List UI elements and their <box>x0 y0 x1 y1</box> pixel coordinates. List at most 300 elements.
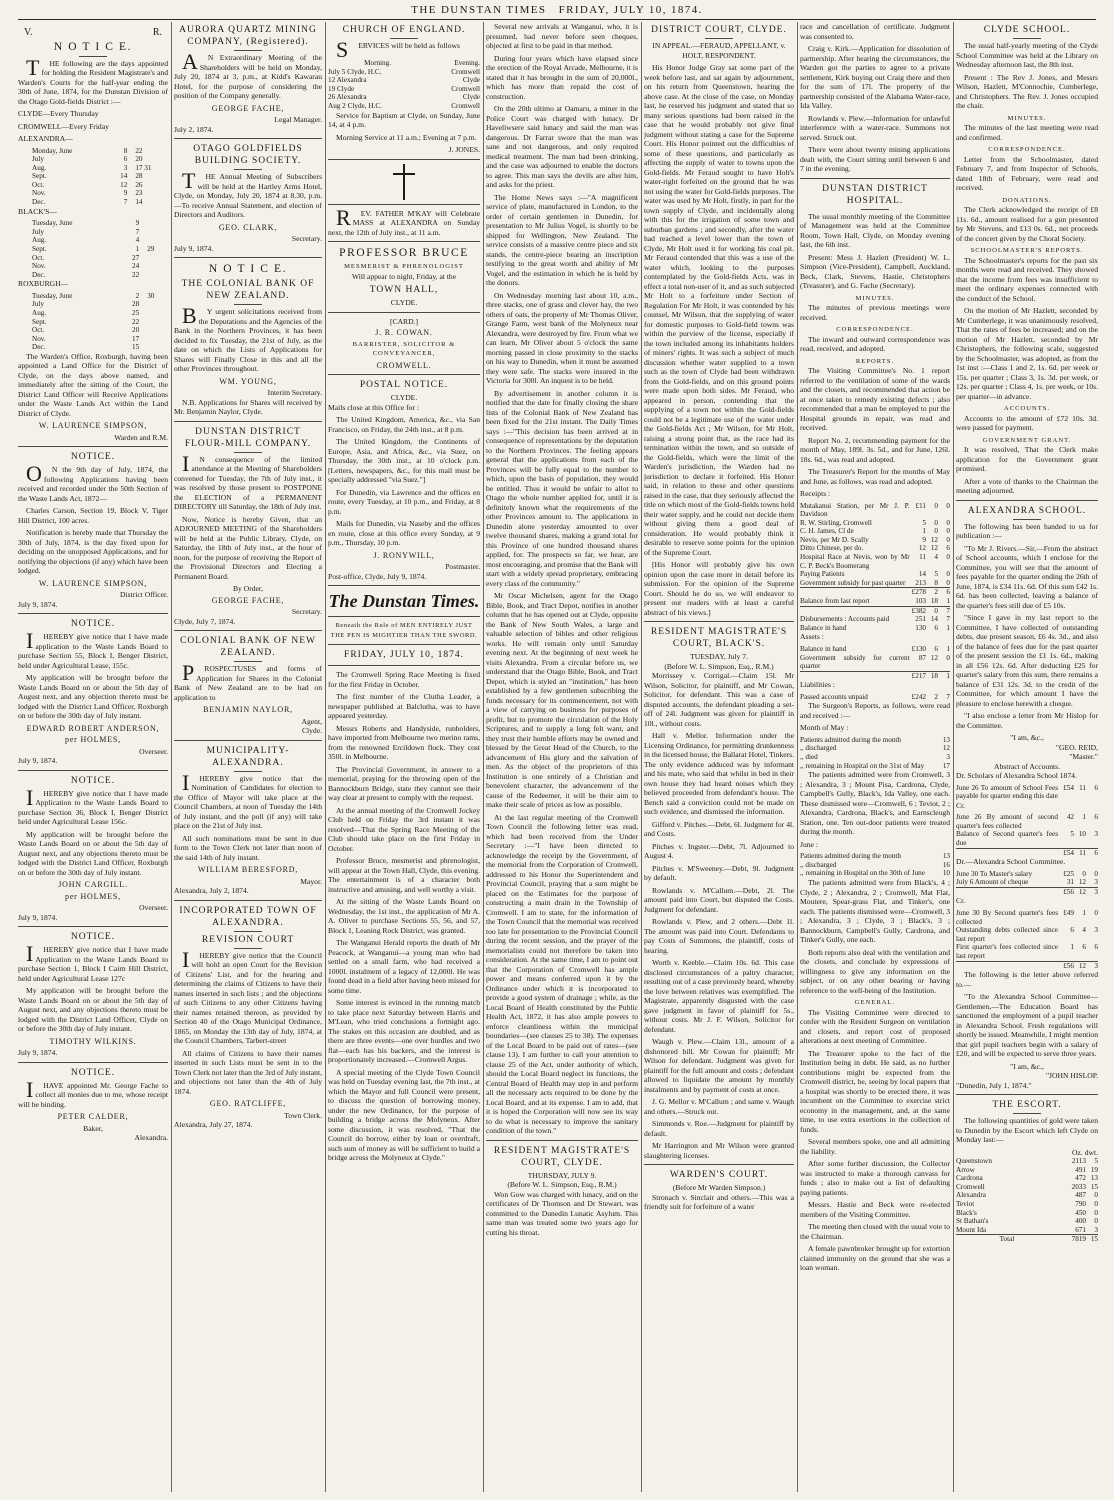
schedule-day: 12 <box>120 180 128 189</box>
cr2-table <box>956 909 1098 970</box>
schedule-row <box>18 198 168 207</box>
postal-intro: Mails close at this Office for : <box>328 402 419 412</box>
amount-shillings: 4 <box>934 553 938 562</box>
hospital-item: After some further discussion, the Collector was instructed to make a thorough canvass for funds ; also to make out a list of defaulting paying patients. <box>800 1159 950 1197</box>
school-item: On the motion of Mr Hazlett, seconded by Mr Cumberlege, it was unanimously resolved, That the rates of fees be increased; and on the motion of Mr Hazlett, seconded by Mr Christophers, the following scale, suggested by the Schoolmaster, was adopted, as from the 1st inst :—Class 1 and 2, 1s. 6d. per week or 15s. per quarter ; Class 3, 1s. 3d. per week, or 12s. per quarter ; Class 4, 1s. per week, or 10s. per quarter—in advance. <box>956 306 1098 401</box>
dc-body-2: [His Honor will probably give his own opinion upon the case more in detail before its submission. For the opinion of the Supreme Court. Should he do so, we will endeavor to present our readers with at least a careful abstract of his views.] <box>644 560 794 617</box>
notice-date: Alexandra, July 2, 1874. <box>174 886 249 895</box>
notice-body: IHEREBY give notice that I have made Application to the Waste Lands Board to purchase Section 36, Block I, Benger District held under Agricultural Lease 156c. <box>18 784 168 827</box>
row-count: 3 <box>946 753 950 762</box>
amount-dwt: 3 <box>1094 1225 1098 1234</box>
schedule-row <box>18 343 168 352</box>
count-row <box>800 869 950 878</box>
divider <box>328 241 480 242</box>
schedule-month: Monday, June <box>32 146 73 155</box>
abstract-sub: Dr. Scholars of Alexandra School 1874. <box>956 771 1077 780</box>
news-item: During four years which have elapsed since the erection of the Royal Arcade, Melbourne, it is stated that it has brought in the sum of 20,000l., which has more than repaid the cost of construction. <box>486 53 638 101</box>
schedule-day: 15 <box>132 343 140 352</box>
hospital-item: The Treasurer spoke to the fact of the Institution being in debt. He said, as no further contributions might be expected from the Cromwell district, he, seeing by local papers that a hospital was shortly to be erected there, it was incumbent on the Committee to exercise strict economy in the management, and, at the same time, to use extra exertions in the collection of funds. <box>800 1048 950 1134</box>
alexandra-school-heading: ALEXANDRA SCHOOL. <box>967 505 1087 516</box>
cromwell-court-day: CROMWELL—Every Friday <box>18 121 109 131</box>
divider <box>234 948 262 949</box>
subhead: CORRESPONDENCE. <box>988 146 1066 153</box>
count-row <box>800 753 950 762</box>
liabilities-heading: Liabilities : <box>800 680 835 690</box>
divider <box>174 630 322 631</box>
schedule-day <box>139 326 168 335</box>
divider <box>328 374 480 375</box>
divider <box>174 138 322 139</box>
schedule-month: Oct. <box>32 180 45 189</box>
account-row <box>800 527 950 536</box>
church-row <box>328 93 480 102</box>
notice-body: Notification is hereby made that Thursday the 30th of July, 1874, is the day fixed upon for deciding on the unopposed Applications, and for notifying the objections (if any) which have been lodged. <box>18 528 168 576</box>
card-place: CROMWELL. <box>376 360 432 370</box>
hospital-item: Both reports also deal with the ventilation and the closets, and conclude by expressions of willingness to give any information on the subject, or on any other bearing or having reference to the well-being of the Institution. <box>800 947 950 995</box>
june-heading: June : <box>800 839 818 849</box>
schedule-day <box>139 254 168 263</box>
amount-pence: 6 <box>1094 848 1098 857</box>
escort-row <box>956 1200 1098 1209</box>
case-item: Stronach v. Sinclair and others.—This was a friendly suit for forfeiture of a water <box>644 1192 794 1211</box>
court-days-intro: THE following are the days appointed for holding the Resident Magistrate's and Warden's Courts for the half-year ending the 30th of June, 1874, for the Dunstan Division of the Otago Gold-fields District :— <box>18 54 168 106</box>
amount-oz: 491 <box>1075 1165 1086 1174</box>
notice-date: July 9, 1874. <box>18 912 58 922</box>
divider <box>644 1164 794 1165</box>
escort-row <box>956 1166 1098 1175</box>
case-item: Rowlands v. M'Callum.—Debt, 2l. The amount paid into Court, but disputed the Costs. Judgment for defendant. <box>644 885 794 914</box>
june-table <box>800 852 950 878</box>
revision-body-2: All claims of Citizens to have their names inserted in such Lists must be sent in to the Town Clerk not later than the 3rd of July instant, and objections not later than the 4th of July 1874. <box>174 1048 322 1096</box>
notice-heading: NOTICE. <box>70 932 116 943</box>
amount-pence: 0 <box>946 653 950 662</box>
amount-shillings: 12 <box>1078 878 1086 887</box>
column-2 <box>174 22 322 1492</box>
amount-shillings: 12 <box>930 653 938 662</box>
news-item: By advertisement in another column it is notified that the date for finally closing the share lists of the Colonial Bank of New Zealand has been fixed for the 21st instant. The Daily Times says :—"This decision has been arrived at in consequence of representations by the deputation to the Northern Provinces. The feeling appears general that the applications from each of the Provinces will be fully equal to the number to which, upon the basis of population, they would be entitled. Thus it would be unfair to allot to Otago the whole number applied for, until it is definitely known what the requirements of the other Provinces amount to. The applications in Dunedin alone yesterday amounted to over twelve thousand shares, making a grand total for this Province of one hundred thousand shares applied, for. The prospects so far, we hear, are most encouraging, and promise that the Bank will start with a widely spread proprietary, embracing every class of the community." <box>486 388 638 588</box>
amount-shillings: 18 <box>930 671 938 680</box>
by-order: By Order, <box>232 584 264 593</box>
row-label: June 30 By Second quarter's fees collected <box>956 908 1058 926</box>
column-1 <box>18 22 168 1492</box>
amount-pence: 7 <box>946 692 950 701</box>
count-row <box>800 861 950 870</box>
case-item: Simmonds v. Roe.—Judgment for plaintiff by default. <box>644 1119 794 1138</box>
amount-pence: 6 <box>1094 813 1098 822</box>
divider <box>486 1140 638 1141</box>
dr-table <box>956 784 1098 801</box>
schedule-row <box>18 300 168 309</box>
escort-heading: THE ESCORT. <box>992 1100 1062 1111</box>
news-item: Messrs Roberts and Handyside, runholders, have imported from Melbourne two merino rams, from the renowned Ercildown flock. They cost 350l. in Melbourne. <box>328 723 480 762</box>
schedule-day: 14 <box>120 172 128 181</box>
card-name: J. R. COWAN. <box>375 328 433 338</box>
account-row <box>956 870 1098 879</box>
escort-total <box>956 1235 1098 1244</box>
amount-pence: 0 <box>1094 908 1098 917</box>
schedule-day: 22 <box>132 270 140 279</box>
news-item: A special meeting of the Clyde Town Council was held on Tuesday evening last, the 7th inst., at which the Mayor and full Council were present, to discuss the question of borrowing money, under the new Ordinance, for the purpose of building a bridge across the Molyneux. After some discussion, it was resolved, "That the Council do borrow, either by loan or overdraft, such sum of money as will be sufficient to build a bridge across the Molyneux at Clyde." <box>328 1067 480 1163</box>
divider <box>234 304 262 305</box>
divider <box>328 616 480 617</box>
schedule-month: Tuesday, June <box>32 291 73 300</box>
schedule-row <box>18 181 168 190</box>
school-item: Present : The Rev J. Jones, and Messrs Wilson, Hazlett, M'Connochie, Cumberlege, and Christophers. The Rev. J. Jones occupied the chair. <box>956 72 1098 110</box>
assets-table <box>800 645 950 680</box>
row-label: Queenstown <box>956 1157 992 1166</box>
amount-oz: 450 <box>1075 1208 1086 1217</box>
disbursements <box>800 615 950 624</box>
row-label: Government subsidy for past quarter <box>800 578 906 587</box>
amount-pounds: 5 <box>1070 830 1074 839</box>
account-row <box>800 570 950 579</box>
divider <box>174 257 322 258</box>
case-item: race and cancellation of certificate. Judgment was consented to. <box>800 22 950 41</box>
letter-closing: "I am, &c., <box>1010 733 1044 742</box>
hospital-item: The Treasurer's Report for the months of May and June, as follows, was read and adopted. <box>800 467 950 486</box>
schedule-day: 28 <box>132 300 140 309</box>
roxburgh-heading: ROXBURGH— <box>18 279 69 289</box>
row-label: Patients admitted during the month <box>800 735 902 744</box>
news-item: The Provincial Government, in answer to a memorial, praying for the throwing open of the Bannockburn Bridge, state they cannot see their way clear at present to comply with the request. <box>328 764 480 803</box>
colonial-heading: COLONIAL BANK OF NEW ZEALAND. <box>179 636 316 658</box>
amount-pounds: 103 <box>915 597 926 606</box>
amount-pounds: £278 <box>911 588 926 597</box>
notice-body: My application will be brought before the Waste Lands Board on or about the 5th day of August next, and any objections thereto must be lodged with the District Land Officer, Clyde on or before the 30th day of July instant. <box>18 986 168 1034</box>
bruce-place: CLYDE. <box>390 298 418 308</box>
column-7 <box>956 22 1098 1492</box>
dr2-total <box>956 887 1098 896</box>
bank-nb: N.B. Applications for Shares will received by Mr. Benjamin Naylor, Clyde. <box>174 397 322 416</box>
escort-row <box>956 1157 1098 1166</box>
schedule-day: 8 <box>123 146 128 155</box>
postal-item: The United Kingdom, the Continents of Europe, Asia, and Africa, &c., via Suez, on Thursday, the 30th inst., at 10 o'clock p.m. [Letters, newspapers, &c., for this mail must be specially addressed "via Suez."] <box>328 437 480 485</box>
row-label: ,, remaining in Hospital on the 30th of June <box>800 869 925 878</box>
account-row <box>800 654 950 672</box>
aurora-body: AN Extraordinary Meeting of the Shareholders will be held on Monday, July 20, 1874 at 3, p.m., at Kidd's Kawarau Hotel, for the purpose of considering the position of the Company generally. <box>174 49 322 100</box>
notice-heading: N O T I C E. <box>53 40 133 53</box>
amount-dwt: 15 <box>1090 1182 1098 1191</box>
school-item: "Since I gave in my last report to the Committee, I have collected of outstanding debts, due present season, £6 4s. 3d., and also of the balance of fees due for the past quarter of the present session the £1 1s. 6d., making in all £56 12s. 6d. After deducting £25 for quarter's salary from this sum, there remains a balance of £31 12s. 3d. to the credit of the Committee, for which amount I have the pleasure to enclose herewith a cheque. <box>956 613 1098 708</box>
row-count: 16 <box>942 860 950 869</box>
church-row <box>328 102 480 111</box>
amount-shillings: 0 <box>934 527 938 536</box>
divider <box>234 452 262 453</box>
schedule-month: July <box>32 300 44 309</box>
church-intro: SERVICES will be held as follows <box>336 37 460 62</box>
schedule-month: July <box>32 227 44 236</box>
divider <box>390 38 418 39</box>
may-table <box>800 736 950 770</box>
schedule-day <box>139 335 168 344</box>
running-head-date: FRIDAY, JULY 10, 1874. <box>558 4 703 16</box>
church-evening: Cromwell <box>451 67 480 76</box>
amount-pounds: £49 <box>1063 908 1074 917</box>
agent: HOLMES, <box>80 891 121 901</box>
school-item: "To Mr J. Rivers.—Sir,—From the abstract of School accounts, which I enclose for the Committee, you will see that the amount of fees payable for the quarter ending the 26th of June, 1874, is £34 11s. 6d. Of this sum £42 1s. 6d. has been collected, leaving a balance of the quarter's fees still due of £5 10s. <box>956 543 1098 610</box>
bruce-body: Will appear to night, Friday, at the <box>351 271 457 281</box>
row-label: Paying Patients <box>800 570 845 579</box>
account-row <box>956 943 1098 961</box>
church-row <box>328 76 480 85</box>
hospital-item: The inward and outward correspondence was read, received, and adopted. <box>800 334 950 353</box>
signature-agent <box>18 892 168 902</box>
count-row <box>800 762 950 771</box>
school-item: The following is the letter above referred to.— <box>956 970 1098 989</box>
amount-shillings: 6 <box>934 644 938 653</box>
escort-row <box>956 1183 1098 1192</box>
amount-pence: 0 <box>946 535 950 544</box>
cr-heading: Cr. <box>956 800 966 810</box>
schedule-day: 4 <box>135 236 140 245</box>
row-label: Cardrona <box>956 1174 983 1183</box>
schedule-row <box>18 335 168 344</box>
signature: J. RONYWILL, <box>373 550 435 560</box>
schedule-month: Aug. <box>32 309 47 317</box>
otago-heading: OTAGO GOLDFIELDS BUILDING SOCIETY. <box>193 144 303 166</box>
notice-heading: NOTICE. <box>70 775 116 786</box>
schedule-day: 3 <box>123 163 128 172</box>
colonial-body: PROSPECTUSES and forms of Application for Shares in the Colonial Bank of New Zealand are to be had on application to <box>174 660 322 702</box>
assets-heading: Assets : <box>800 632 824 642</box>
schedule-row <box>18 228 168 237</box>
schedule-day: 14 <box>135 198 143 207</box>
notice-date: Clyde, July 7, 1874. <box>174 616 236 626</box>
postal-item: Mails for Dunedin, via Naseby and the offices en route, close at this office every Sunday, at 9 p.m., Thursday, 10 p.m. <box>328 519 480 548</box>
row-label: Balance in hand <box>800 623 847 632</box>
row-label: Black's <box>956 1208 977 1217</box>
flour-body-2: Now, Notice is hereby Given, that an ADJOURNED MEETING of the Shareholders will be held at the Public Library, Clyde, on Saturday, the 18th of July inst., at the hour of noon, for the purpose of receiving the Report of the Provisional Directors and Electing a Permanent Board. <box>174 514 322 581</box>
signature-title: Interim Secretary. <box>267 388 322 397</box>
escort-row <box>956 1226 1098 1235</box>
divider <box>1013 1113 1041 1114</box>
row-label: Outstanding debts collected since last report <box>956 926 1058 943</box>
schedule-day: 17 31 <box>135 163 152 172</box>
row-label: Arrow <box>956 1165 975 1174</box>
hospital-item: The Visiting Committee's No. 1 report referred to the ventilation of some of the wards and the closets, and recommended that action be at once taken to remedy existing defects ; also recommended that a man be employed to put the Hospital grounds in repair, was read and received. <box>800 366 950 432</box>
signature: "JOHN HISLOP. <box>1045 1071 1098 1081</box>
row-label: Nevis, per Mr D. Scally <box>800 535 869 544</box>
row-label: R. W. Stirling, Cromwell <box>800 518 872 527</box>
account-row <box>956 878 1098 887</box>
aurora-heading: AURORA QUARTZ MINING COMPANY, (Registered). <box>179 25 317 47</box>
row-label: July 6 Amount of cheque <box>956 878 1029 887</box>
row-label: Government subsidy for current quarter <box>800 653 910 671</box>
count-row <box>800 736 950 745</box>
row-label: Mutakanui Station, per Mr J. P. Davidson <box>800 501 910 519</box>
divider <box>18 446 168 447</box>
schedule-row <box>18 189 168 198</box>
amount-shillings: 14 <box>930 615 938 624</box>
schedule-month: Dec. <box>32 198 46 207</box>
signature: BENJAMIN NAYLOR, <box>203 705 293 714</box>
case-item: Pitches v. Ingster.—Debt, 7l. Adjourned to August 4. <box>644 841 794 860</box>
schedule-day <box>139 262 168 271</box>
amount-oz: 400 <box>1075 1217 1086 1226</box>
church-heading: CHURCH OF ENGLAND. <box>342 25 466 35</box>
receipts-table <box>800 502 950 633</box>
account-row <box>956 813 1098 830</box>
land-office-notice: The Warden's Office, Roxburgh, having been appointed a Land Office for the District of Clyde, on the days above named, and immediately after the sitting of the Court, the District Land Officer will Receive Applications under the Waste Lands Act within the Land District of Clyde. <box>18 351 168 418</box>
row-label: Passed accounts unpaid <box>800 692 868 701</box>
row-label: Disbursements : Accounts paid <box>800 615 890 624</box>
amount-pounds: £56 <box>1063 887 1074 896</box>
divider <box>174 740 322 741</box>
account-row <box>800 553 950 570</box>
amount-pounds: 9 <box>922 535 926 544</box>
row-label: ,, discharged <box>800 744 837 753</box>
amount-shillings: 12 <box>1078 887 1086 896</box>
church-col-evening: Evening. <box>454 59 480 67</box>
amount-pounds: 1 <box>1070 943 1074 952</box>
amount-pounds: 130 <box>915 623 926 632</box>
hospital-item: The usual monthly meeting of the Committee of Management was held at the Committee Room, Town Hall, Clyde, on Monday evening last, the 6th inst. <box>800 211 950 249</box>
row-label: C. H. James, Cl de <box>800 527 854 536</box>
news-item: Professor Bruce, mesmerist and phrenologist, will appear at the Town Hall, Clyde, this evening. The entertainment is of a character both instructive and amusing, and well worthy a visit. <box>328 856 480 894</box>
amount-shillings: 0 <box>934 501 938 510</box>
schedule-day <box>139 219 168 228</box>
amount-pence: 6 <box>1094 943 1098 952</box>
account-row <box>800 536 950 545</box>
mass-notice: REV. FATHER M'KAY will Celebrate MASS at ALEXANDRA on Sunday next, the 12th of July inst., at 11 a.m. <box>328 204 480 237</box>
schedule-row <box>18 245 168 254</box>
escort-row <box>956 1174 1098 1183</box>
schedule-row <box>18 271 168 280</box>
schedule-row <box>18 292 168 301</box>
amount-pounds: £25 <box>1063 869 1074 878</box>
church-morning: 12 Alexandra <box>328 76 367 85</box>
schedule-row <box>18 164 168 173</box>
escort-intro: The following quantities of gold were taken to Dunedin by the Escort which left Clyde on Monday last:— <box>956 1116 1098 1145</box>
amount-pence: 6 <box>1094 783 1098 792</box>
column-rule <box>953 22 954 1492</box>
amount-pounds: 6 <box>1070 926 1074 935</box>
divider <box>18 1062 168 1063</box>
agent: HOLMES, <box>80 735 121 745</box>
schedule-day: 1 <box>135 244 140 253</box>
subhead: DONATIONS. <box>1002 196 1052 204</box>
schedule-row <box>18 172 168 181</box>
signature: W. LAURENCE SIMPSON, <box>38 578 148 588</box>
balance-last <box>800 597 950 606</box>
row-label: June 30 To Master's salary <box>956 869 1033 878</box>
blacks-court-date: TUESDAY, July 7. <box>690 652 748 661</box>
escort-table <box>956 1157 1098 1244</box>
count-row <box>800 852 950 861</box>
school-item: The Schoolmaster's reports for the past six months were read and received. They showed that the income from fees was insufficient to meet the ordinary expenses connected with the conduct of the School. <box>956 255 1098 303</box>
royal-v: V. <box>24 27 33 38</box>
escort-row <box>956 1217 1098 1226</box>
schedule-day: 20 <box>135 155 143 164</box>
signature: GEORGE FACHE, <box>211 103 285 113</box>
amount-pence: 1 <box>946 671 950 680</box>
cr-total <box>956 848 1098 857</box>
news-item: The first number of the Clutha Leader, a newspaper published at Balclutha, was to have appeared yesterday. <box>328 692 480 721</box>
schedule-month: Nov. <box>32 189 46 198</box>
amount-oz: 2033 <box>1071 1182 1086 1191</box>
signature-title: Secretary. <box>291 234 322 243</box>
bruce-subtitle: MESMERIST & PHRENOLOGIST <box>344 263 464 271</box>
church-col-morning: Morning. <box>364 59 392 67</box>
schedule-month: Tuesday, June <box>32 219 73 228</box>
column-rule <box>641 22 642 1492</box>
row-label: Cromwell <box>956 1182 985 1191</box>
amount-pence: 3 <box>1094 878 1098 887</box>
signature-title: "Master." <box>1069 752 1098 761</box>
subhead: REPORTS. <box>855 357 895 365</box>
hospital-heading: DUNSTAN DISTRICT HOSPITAL. <box>822 183 928 206</box>
schedule-day <box>139 236 168 245</box>
church-morning: 26 Alexandra <box>328 93 367 102</box>
school-item: It was resolved, That the Clerk make application for the Government grant promised. <box>956 445 1098 473</box>
schedule-day: 27 <box>132 253 140 262</box>
alexandra-heading: ALEXANDRA— <box>18 134 73 143</box>
notice-heading: NOTICE. <box>70 1067 116 1078</box>
row-label: Teviot <box>956 1200 975 1209</box>
schedule-day: 22 <box>135 146 143 155</box>
divider <box>328 585 480 586</box>
cr2-total <box>956 961 1098 970</box>
signature: GEO. RATCLIFFE, <box>209 1099 287 1108</box>
school-item: The Clerk acknowledged the receipt of £8 11s. 6d., amount realised for a gun presented by Mr Stevens, and £13 0s. 6d., net proceeds of the concert given by the Choral Society. <box>956 205 1098 243</box>
amount-pence: 1 <box>946 597 950 606</box>
amount-pence: 1 <box>946 644 950 653</box>
postal-place: CLYDE. <box>390 393 418 403</box>
amount-shillings: 1 <box>1082 813 1086 822</box>
postal-item: For Dunedin, via Lawrence and the offices en route, every Tuesday, at 10 p.m., and Friday, at 8 p.m. <box>328 487 480 516</box>
news-item: A female pawnbroker brought up for extortion claimed immunity on the ground that she was a loan woman. <box>800 1244 950 1273</box>
notice-date: July 9, 1874. <box>174 243 214 253</box>
case-item: Rowlands v. Plew, and 2 others.—Debt 1l. The amount was paid into Court. Defendants to pay Costs of Summons, the plaintiff, costs of hearing. <box>644 917 794 955</box>
subhead: SCHOOLMASTER'S REPORTS. <box>970 247 1084 254</box>
schedule-month: Sept. <box>32 244 47 253</box>
schedule-day: 17 <box>132 334 140 343</box>
issue-date: FRIDAY, JULY 10, 1874. <box>344 650 464 661</box>
amount-oz: 472 <box>1075 1174 1086 1183</box>
divider <box>18 613 168 614</box>
row-count: 13 <box>942 852 950 861</box>
clyde-school-heading: CLYDE SCHOOL. <box>983 25 1071 35</box>
notice-date: July 9, 1874. <box>18 1048 58 1058</box>
row-label: Alexandra <box>956 1191 986 1200</box>
account-row <box>800 579 950 588</box>
muni-body-2: All such nominations must be sent in due form to the Town Clerk not later than noon of the said 14th of July instant. <box>174 833 322 862</box>
amount-shillings: 18 <box>930 597 938 606</box>
schedule-day: 7 <box>123 198 128 207</box>
signature: GEO. CLARK, <box>218 222 278 232</box>
schedule-row <box>18 318 168 327</box>
row-count: 13 <box>942 735 950 744</box>
divider <box>234 931 262 932</box>
signature: GEORGE FACHE, <box>211 595 285 605</box>
amount-shillings: 8 <box>934 578 938 587</box>
signature: PETER CALDER, <box>57 1112 129 1122</box>
revision-body: IHEREBY give notice that the Council will hold an open Court for the Revision of Citizens' List, and for the hearing and determining the claims of Citizens to have their names inserted in such lists ; and the objections of such Citizens to any other Citizens having their names retained thereon, as provided by Section 40 of the Otago Municipal Ordinance, 1865, on Monday the 13th day of July, 1874, at the Council Chambers, Tarbert-street <box>174 946 322 1045</box>
row-label: Patients admitted during the month <box>800 852 902 861</box>
notice-heading: NOTICE. <box>70 619 116 630</box>
schedule-month: Dec. <box>32 343 46 352</box>
case-item: Hall v. Mellor. Information under the Licensing Ordinance, for permitting drunkenness in the licensed house, the Ballarat Hotel, Tinkers. The only evidence adduced was by informant and his mate, who said that whilst in bed in their own house they had heard noises which they believed proceeded from defendant's house. The Bench said a conviction could not be made on such evidence, and dismissed the information. <box>644 731 794 816</box>
divider <box>328 644 480 645</box>
schedule-month: Sept. <box>32 317 47 326</box>
news-item: At the sitting of the Waste Lands Board on Wednesday, the 1st inst., the application of Mr A. A. Oliver to purchase Sections 55, 56, and 57, Block 1, Leaning Rock District, was granted. <box>328 897 480 935</box>
wardens-court-heading: WARDEN'S COURT. <box>669 1170 769 1180</box>
account-row <box>800 544 950 553</box>
account-row <box>956 830 1098 848</box>
notice-body: ON the 9th day of July, 1874, the following Applications having been received and recorded under the 50th Section of the Waste Lands Act, 1872— <box>18 461 168 503</box>
subhead: CORRESPONDENCE. <box>836 326 914 333</box>
subhead: GOVERNMENT GRANT. <box>982 436 1072 444</box>
